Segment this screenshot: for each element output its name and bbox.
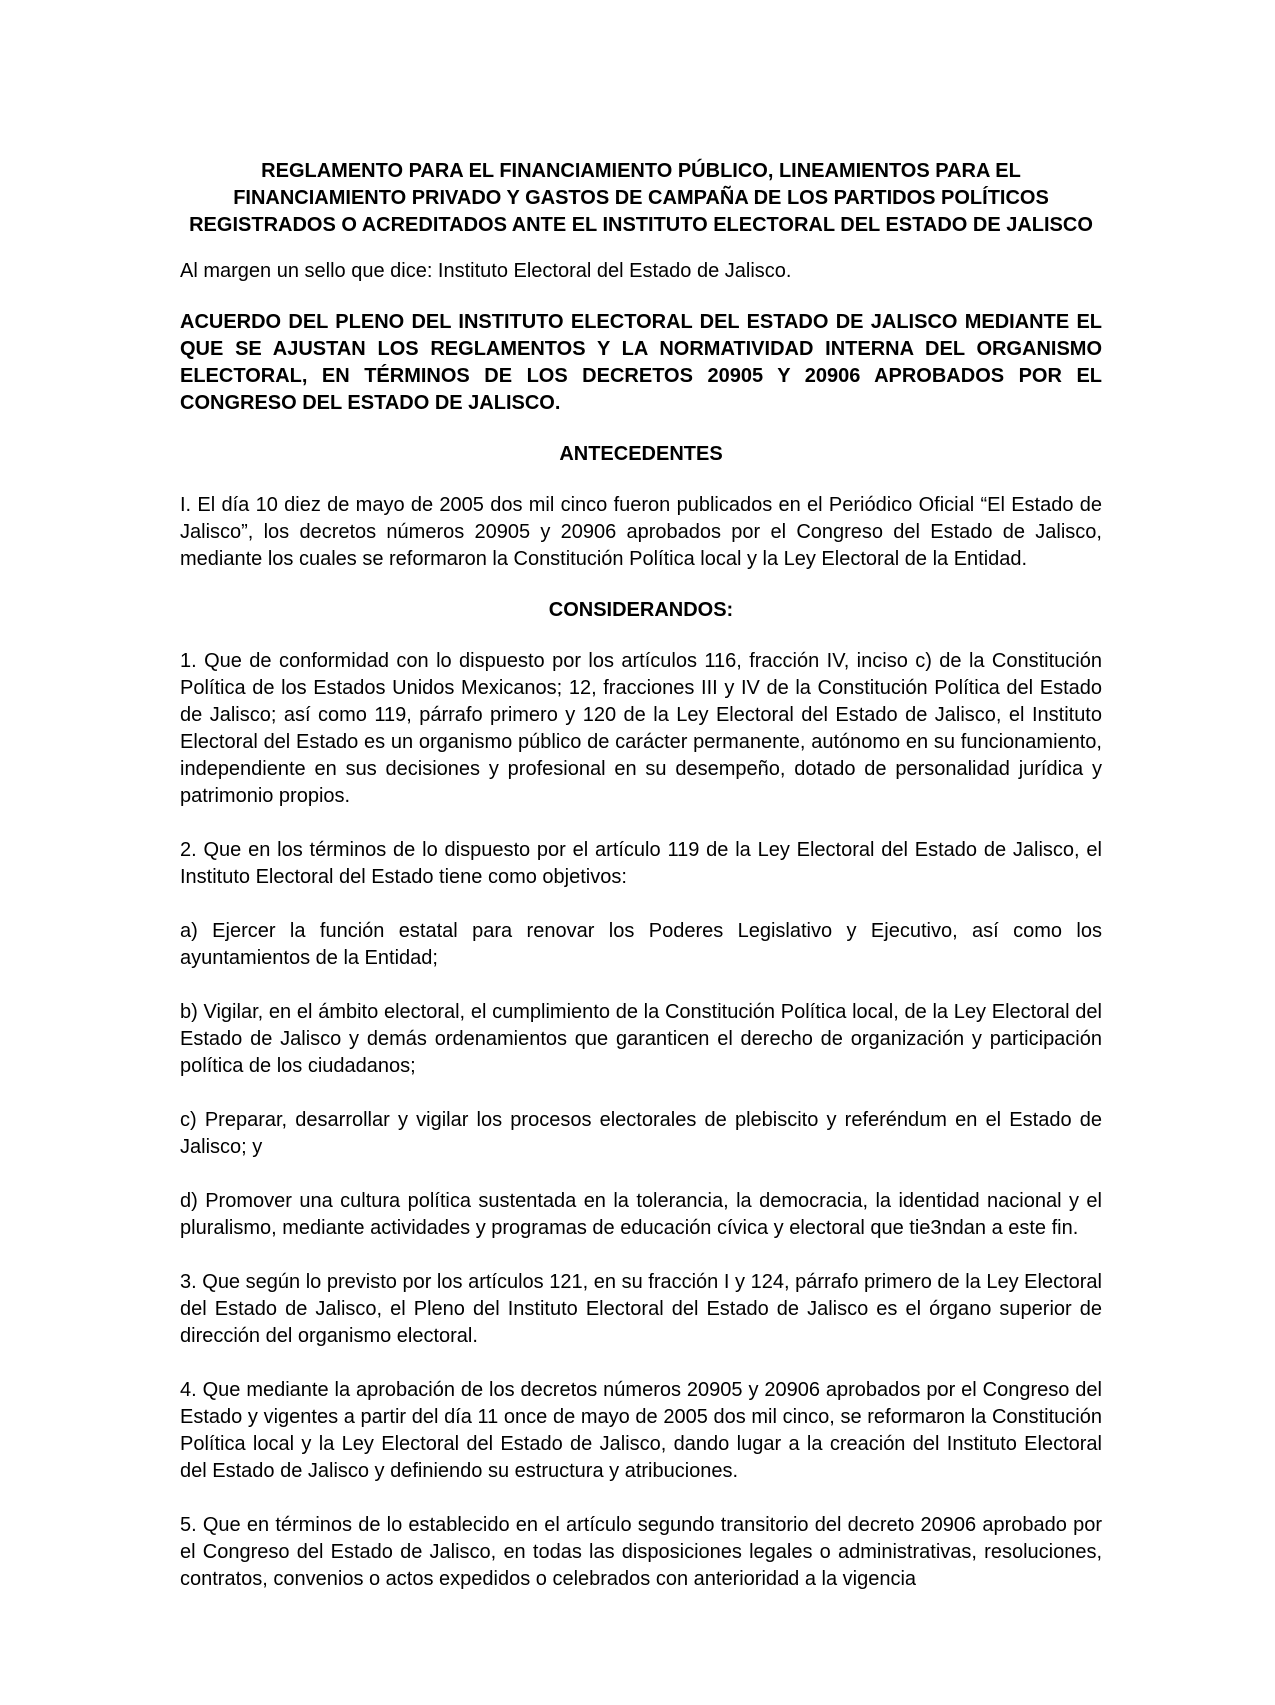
margin-note: Al margen un sello que dice: Instituto Electoral del Estado de Jalisco. — [180, 260, 792, 282]
objective-a: a) Ejercer la función estatal para renovar los Poderes Legislativo y Ejecutivo, así como los ayuntamientos de la Entidad; — [180, 920, 1102, 969]
considerandos-heading: CONSIDERANDOS: — [548, 599, 734, 621]
considerando-1: 1. Que de conformidad con lo dispuesto por los artículos 116, fracción IV, inciso c) de la Constitución Política de los Estados Unidos Mexicanos; 12, fracciones III y IV de la Constitución Política del Estado de Jalisco; así como 119, párrafo primero y 120 de la Ley Electoral del Estado de Jalisco, el Instituto Electoral del Estado es un organismo público de carácter permanente, autónomo en su funcionamiento, independiente en sus decisiones y profesional en su desempeño, dotado de personalidad jurídica y patrimonio propios. — [180, 650, 1102, 807]
objective-b: b) Vigilar, en el ámbito electoral, el cumplimiento de la Constitución Política local, de la Ley Electoral del Estado de Jalisco y demás ordenamientos que garanticen el derecho de organización y participación política de los ciudadanos; — [180, 1001, 1102, 1077]
acuerdo-heading: ACUERDO DEL PLENO DEL INSTITUTO ELECTORAL DEL ESTADO DE JALISCO MEDIANTE EL QUE SE AJUSTAN LOS REGLAMENTOS Y LA NORMATIVIDAD INTERNA DEL ORGANISMO ELECTORAL, EN TÉRMINOS DE LOS DECRETOS 20905 Y 20906 APROBADOS POR EL CONGRESO DEL ESTADO DE JALISCO. — [180, 311, 1102, 414]
objective-d: d) Promover una cultura política sustentada en la tolerancia, la democracia, la identidad nacional y el pluralismo, mediante actividades y programas de educación cívica y electoral que tie3ndan a este fin. — [180, 1190, 1102, 1239]
document-title: REGLAMENTO PARA EL FINANCIAMIENTO PÚBLICO, LINEAMIENTOS PARA EL FINANCIAMIENTO PRIVADO Y GASTOS DE CAMPAÑA DE LOS PARTIDOS POLÍTICOS REGISTRADOS O ACREDITADOS ANTE EL INSTITUTO ELECTORAL DEL ESTADO DE JALISCO — [189, 160, 1093, 236]
antecedentes-heading: ANTECEDENTES — [559, 443, 723, 465]
considerando-4: 4. Que mediante la aprobación de los decretos números 20905 y 20906 aprobados por el Congreso del Estado y vigentes a partir del día 11 once de mayo de 2005 dos mil cinco, se reformaron la Constitución Política local y la Ley Electoral del Estado de Jalisco, dando lugar a la creación del Instituto Electoral del Estado de Jalisco y definiendo su estructura y atribuciones. — [180, 1379, 1102, 1482]
antecedente-paragraph: I. El día 10 diez de mayo de 2005 dos mil cinco fueron publicados en el Periódico Oficial “El Estado de Jalisco”, los decretos números 20905 y 20906 aprobados por el Congreso del Estado de Jalisco, mediante los cuales se reformaron la Constitución Política local y la Ley Electoral de la Entidad. — [180, 494, 1102, 570]
objective-c: c) Preparar, desarrollar y vigilar los procesos electorales de plebiscito y referéndum en el Estado de Jalisco; y — [180, 1109, 1102, 1158]
document-page — [180, 140, 1102, 1680]
considerando-5: 5. Que en términos de lo establecido en el artículo segundo transitorio del decreto 20906 aprobado por el Congreso del Estado de Jalisco, en todas las disposiciones legales o administrativas, resoluciones, contratos, convenios o actos expedidos o celebrados con anterioridad a la vigencia — [180, 1514, 1102, 1590]
considerando-3: 3. Que según lo previsto por los artículos 121, en su fracción I y 124, párrafo primero de la Ley Electoral del Estado de Jalisco, el Pleno del Instituto Electoral del Estado de Jalisco es el órgano superior de dirección del organismo electoral. — [180, 1271, 1102, 1347]
considerando-2: 2. Que en los términos de lo dispuesto por el artículo 119 de la Ley Electoral del Estado de Jalisco, el Instituto Electoral del Estado tiene como objetivos: — [180, 839, 1102, 888]
